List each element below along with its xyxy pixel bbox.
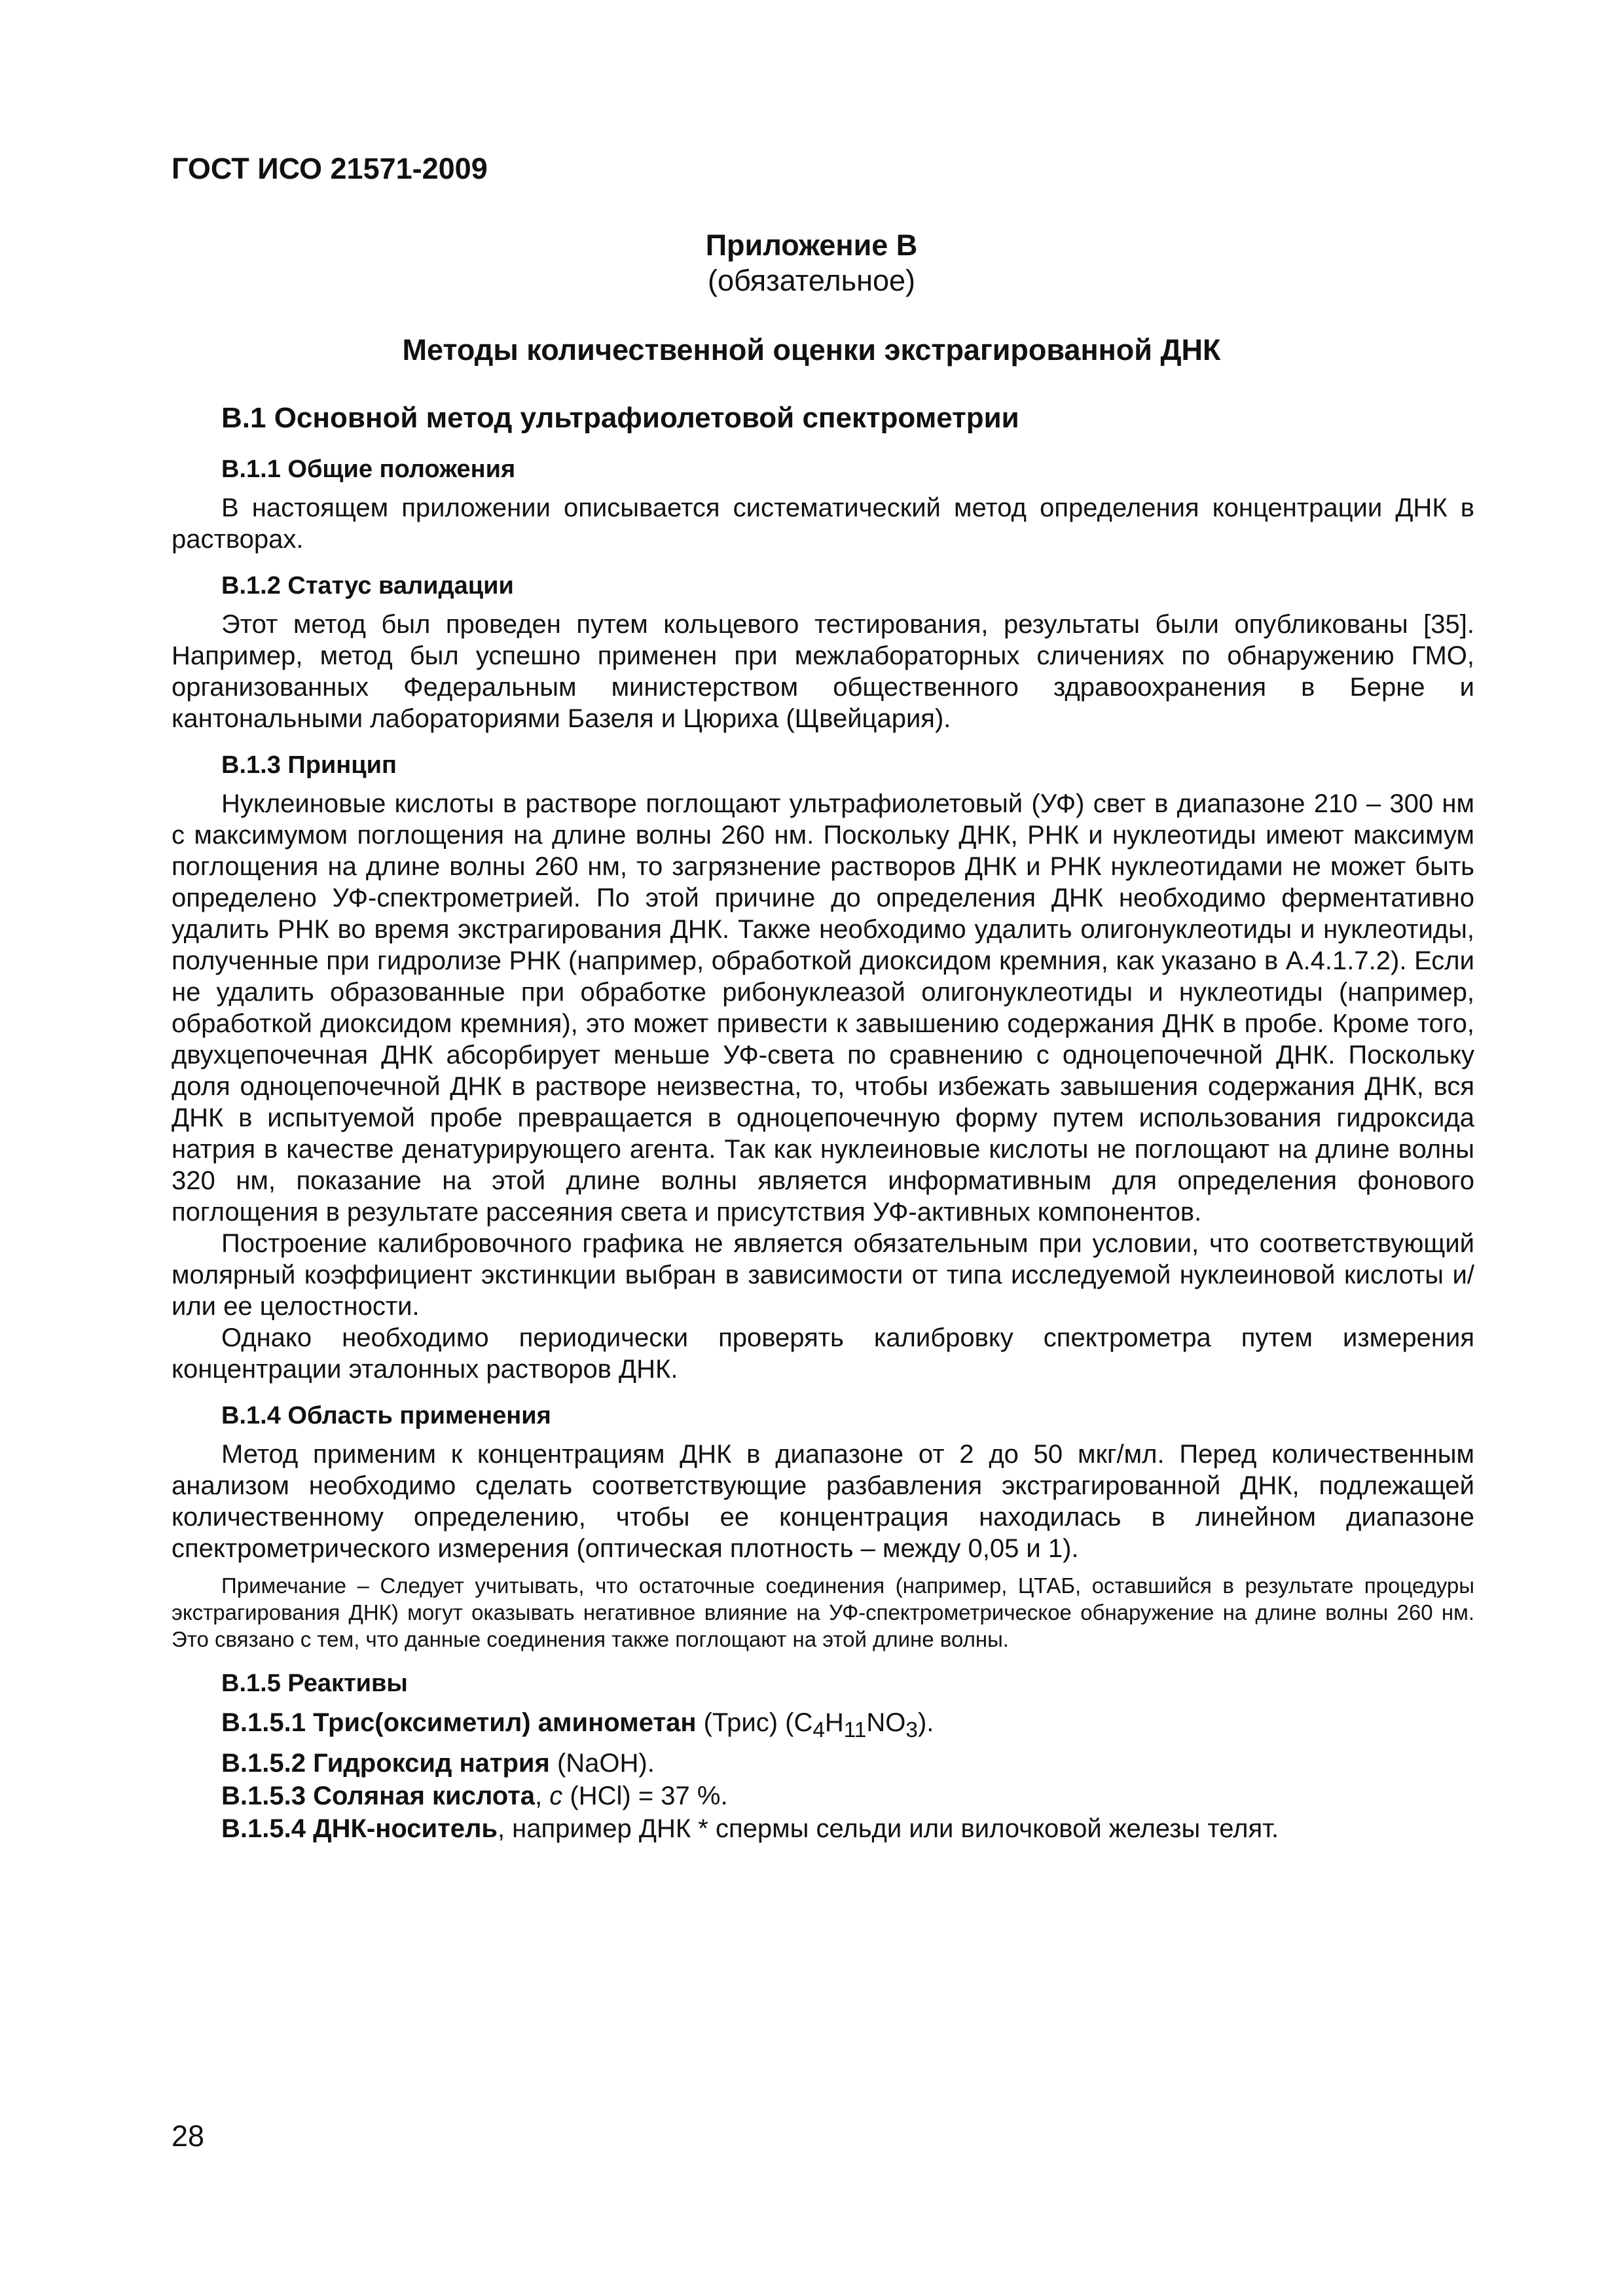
appendix-heading: Методы количественной оценки экстрагированной ДНК bbox=[402, 333, 1221, 367]
reagent-name: Соляная кислота bbox=[313, 1782, 536, 1810]
reagent-item bbox=[172, 1747, 1474, 1780]
reagent-item bbox=[172, 1780, 1474, 1812]
reagent-item bbox=[172, 1706, 1474, 1747]
reagent-description: (NaOH). bbox=[556, 1749, 655, 1778]
subsection-general-title: В.1.1 Общие положения bbox=[221, 456, 516, 483]
reagent-description: (Трис) (C bbox=[703, 1708, 813, 1737]
reagent-separator: , bbox=[535, 1782, 543, 1810]
reagent-name: ДНК-носитель bbox=[313, 1814, 498, 1843]
formula-subscript: 11 bbox=[843, 1718, 867, 1742]
general-paragraph: В настоящем приложении описывается систематический метод определения концентрации ДНК в растворах. bbox=[172, 493, 1474, 554]
reagent-description: , например ДНК * спермы сельди или вилочковой железы телят. bbox=[497, 1814, 1279, 1843]
standard-code: ГОСТ ИСО 21571-2009 bbox=[172, 152, 488, 185]
page-number: 28 bbox=[172, 2119, 205, 2153]
validation-paragraph: Этот метод был проведен путем кольцевого тестирования, результаты были опубликованы [35]. Например, метод был успешно применен при межлабораторных сличениях по обнаружению ГМО, организованных Федеральным министерством общественного здравоохранения в Берне и кантональными лабораториями Базеля и Цюриха (Щвейцария). bbox=[172, 610, 1474, 733]
reagent-name: Трис(оксиметил) аминометан bbox=[313, 1708, 697, 1737]
appendix-title: Приложение В bbox=[705, 228, 918, 262]
principle-paragraph-2: Построение калибровочного графика не является обязательным при условии, что соответствующий молярный коэффициент экстинкции выбран в зависимости от типа исследуемой нуклеиновой кислоты и/или ее целостности. bbox=[172, 1229, 1474, 1321]
reagent-description: (HCl) = 37 %. bbox=[570, 1782, 728, 1810]
reagent-number: В.1.5.3 bbox=[221, 1782, 306, 1810]
document-body bbox=[172, 401, 1474, 1845]
formula-part: ). bbox=[917, 1708, 934, 1737]
reagent-number: В.1.5.4 bbox=[221, 1814, 306, 1843]
section-title: В.1 Основной метод ультрафиолетовой спектрометрии bbox=[221, 402, 1019, 434]
subsection-scope-title: В.1.4 Область применения bbox=[221, 1402, 551, 1429]
subsection-principle-title: В.1.3 Принцип bbox=[221, 751, 397, 779]
scope-paragraph: Метод применим к концентрациям ДНК в диапазоне от 2 до 50 мкг/мл. Перед количественным анализом необходимо сделать соответствующие разбавления экстрагированной ДНК, подлежащей количественному определению, чтобы ее концентрация находилась в линейном диапазоне спектрометрического измерения (оптическая плотность – между 0,05 и 1). bbox=[172, 1440, 1474, 1563]
principle-paragraph-3: Однако необходимо периодически проверять калибровку спектрометра путем измерения концентрации эталонных растворов ДНК. bbox=[172, 1323, 1474, 1384]
formula-subscript: 3 bbox=[905, 1718, 918, 1742]
reagent-number: В.1.5.1 bbox=[221, 1708, 306, 1737]
subsection-reagents-title: В.1.5 Реактивы bbox=[221, 1670, 408, 1697]
formula-part: H bbox=[824, 1708, 844, 1737]
principle-paragraph-1: Нуклеиновые кислоты в растворе поглощают ультрафиолетовый (УФ) свет в диапазоне 210 – 300 нм с максимумом поглощения на длине волны 260 нм. Поскольку ДНК, РНК и нуклеотиды имеют максимум поглощения на длине волны 260 нм, то загрязнение растворов ДНК и РНК нуклеотидами не может быть определено УФ-спектрометрией. По этой причине до определения ДНК необходимо ферментативно удалить РНК во время экстрагирования ДНК. Также необходимо удалить олигонуклеотиды и нуклеотиды, полученные при гидролизе РНК (например, обработкой диоксидом кремния, как указано в А.4.1.7.2). Если не удалить образованные при обработке рибонуклеазой олигонуклеотиды и нуклеотиды (например, обработкой диоксидом кремния), это может привести к завышению содержания ДНК в пробе. Кроме того, двухцепочечная ДНК абсорбирует меньше УФ-света по сравнению с одноцепочечной ДНК. Поскольку доля одноцепочечной ДНК в растворе неизвестна, то, чтобы избежать завышения содержания ДНК, вся ДНК в испытуемой пробе превращается в одноцепочечную форму путем использования гидроксида натрия в качестве денатурирующего агента. Так как нуклеиновые кислоты не поглощают на длине волны 320 нм, показание на этой длине волны является информативным для определения фонового поглощения в результате рассеяния света и присутствия УФ-активных компонентов. bbox=[172, 789, 1474, 1227]
scope-note: Примечание – Следует учитывать, что остаточные соединения (например, ЦТАБ, оставшийся в результате процедуры экстрагирования ДНК) могут оказывать негативное влияние на УФ-спектрометрическое обнаружение на длине волны 260 нм. Это связано с тем, что данные соединения также поглощают на этой длине волны. bbox=[172, 1573, 1474, 1651]
reagent-variable: c bbox=[549, 1782, 563, 1810]
reagent-item bbox=[172, 1812, 1474, 1845]
appendix-status: (обязательное) bbox=[707, 264, 916, 297]
reagent-name: Гидроксид натрия bbox=[313, 1749, 550, 1778]
reagent-number: В.1.5.2 bbox=[221, 1749, 306, 1778]
formula-part: NO bbox=[866, 1708, 906, 1737]
subsection-validation-title: В.1.2 Статус валидации bbox=[221, 572, 514, 600]
formula-subscript: 4 bbox=[812, 1718, 825, 1742]
